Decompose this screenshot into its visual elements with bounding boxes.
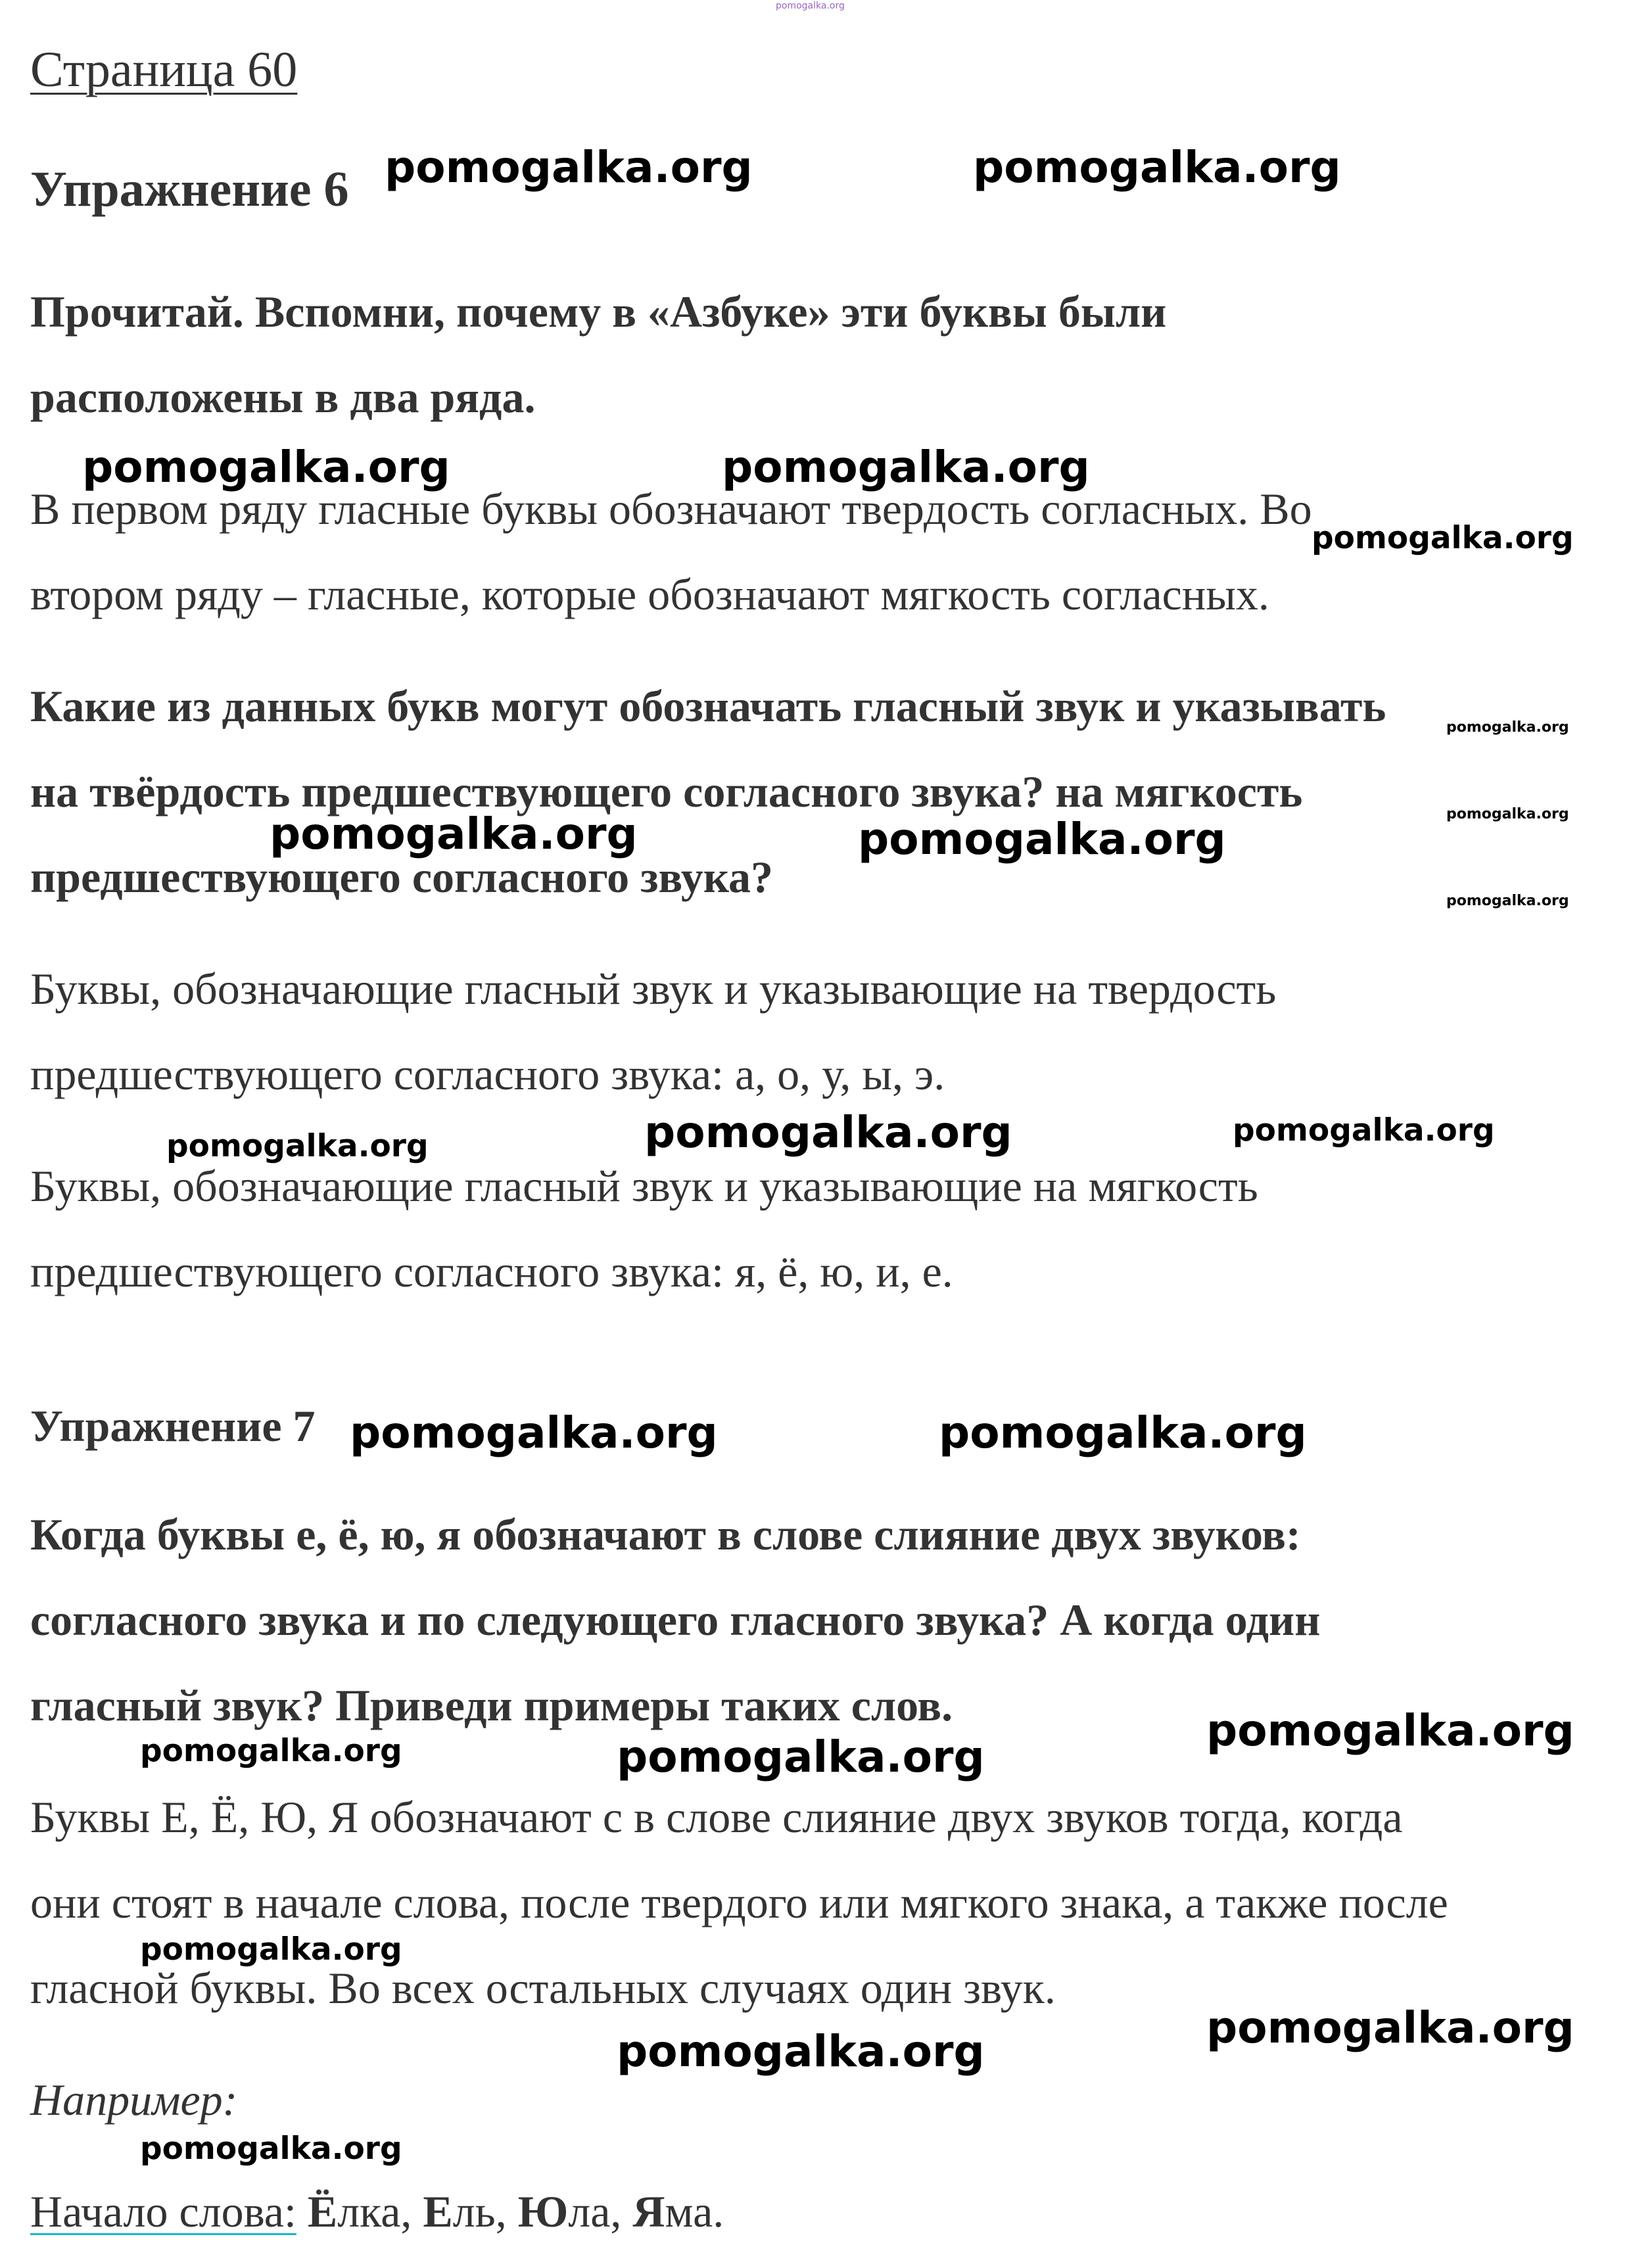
example-words: Ёлка, Ель, Юла, Яма. — [307, 2186, 724, 2236]
exercise-7-answer-line-2: они стоят в начале слова, после твердого или мягкого знака, а также после — [30, 1878, 1448, 1927]
watermark: pomogalka.org — [1446, 893, 1569, 909]
watermark-top: pomogalka.org — [776, 1, 845, 11]
watermark: pomogalka.org — [140, 1733, 402, 1769]
watermark: pomogalka.org — [1312, 520, 1574, 556]
exercise-6-question-2-line-2: на твёрдость предшествующего согласного звука? на мягкость — [30, 767, 1303, 816]
example-line — [30, 2186, 724, 2236]
watermark: pomogalka.org — [385, 142, 753, 193]
watermark: pomogalka.org — [617, 2026, 985, 2077]
exercise-6-answer-3-line-1: Буквы, обозначающие гласный звук и указывающие на мягкость — [30, 1161, 1258, 1211]
exercise-6-question-1-line-2: расположены в два ряда. — [30, 372, 536, 422]
exercise-6-question-2-line-1: Какие из данных букв могут обозначать гласный звук и указывать — [30, 681, 1386, 731]
exercise-7-question-line-3: гласный звук? Приведи примеры таких слов. — [30, 1680, 953, 1730]
watermark: pomogalka.org — [1206, 1705, 1574, 1756]
watermark: pomogalka.org — [722, 442, 1090, 492]
exercise-6-answer-2-line-1: Буквы, обозначающие гласный звук и указывающие на твердость — [30, 964, 1277, 1014]
watermark: pomogalka.org — [82, 442, 450, 492]
page-title: Страница 60 — [30, 42, 298, 97]
exercise-6-answer-3-line-2: предшествующего согласного звука: я, ё, ю, и, е. — [30, 1246, 953, 1296]
example-word: Ёлка — [307, 2186, 401, 2236]
example-label: Например: — [30, 2075, 238, 2125]
example-prefix-link[interactable]: Начало слова: — [30, 2186, 296, 2236]
watermark: pomogalka.org — [939, 1407, 1307, 1458]
watermark: pomogalka.org — [270, 809, 638, 859]
example-word: Юла — [517, 2186, 611, 2236]
watermark: pomogalka.org — [1446, 719, 1569, 736]
watermark: pomogalka.org — [858, 814, 1226, 864]
exercise-6-question-1-line-1: Прочитай. Вспомни, почему в «Азбуке» эти буквы были — [30, 287, 1167, 337]
exercise-7-heading: Упражнение 7 — [30, 1401, 316, 1451]
exercise-7-answer-line-3: гласной буквы. Во всех остальных случаях один звук. — [30, 1963, 1056, 2013]
exercise-6-answer-1-line-1: В первом ряду гласные буквы обозначают твердость согласных. Во — [30, 484, 1312, 534]
watermark: pomogalka.org — [166, 1128, 429, 1164]
exercise-6-question-2-line-3: предшествующего согласного звука? — [30, 852, 774, 902]
watermark: pomogalka.org — [1446, 806, 1569, 822]
watermark: pomogalka.org — [140, 1931, 402, 1968]
watermark: pomogalka.org — [973, 142, 1341, 193]
exercise-6-answer-1-line-2: втором ряду – гласные, которые обозначают мягкость согласных. — [30, 569, 1269, 619]
watermark: pomogalka.org — [1233, 1112, 1495, 1148]
exercise-6-heading: Упражнение 6 — [30, 162, 349, 217]
watermark: pomogalka.org — [350, 1407, 718, 1458]
watermark: pomogalka.org — [1206, 2002, 1574, 2053]
watermark: pomogalka.org — [644, 1107, 1012, 1158]
example-word: Яма — [632, 2186, 713, 2236]
exercise-7-question-line-2: согласного звука и по следующего гласного звука? А когда один — [30, 1595, 1321, 1645]
watermark: pomogalka.org — [617, 1732, 985, 1782]
watermark: pomogalka.org — [140, 2131, 402, 2167]
exercise-6-answer-2-line-2: предшествующего согласного звука: а, о, у, ы, э. — [30, 1049, 945, 1099]
exercise-7-answer-line-1: Буквы Е, Ё, Ю, Я обозначают с в слове слияние двух звуков тогда, когда — [30, 1792, 1403, 1842]
example-word: Ель — [423, 2186, 496, 2236]
exercise-7-question-line-1: Когда буквы е, ё, ю, я обозначают в слове слияние двух звуков: — [30, 1509, 1301, 1559]
